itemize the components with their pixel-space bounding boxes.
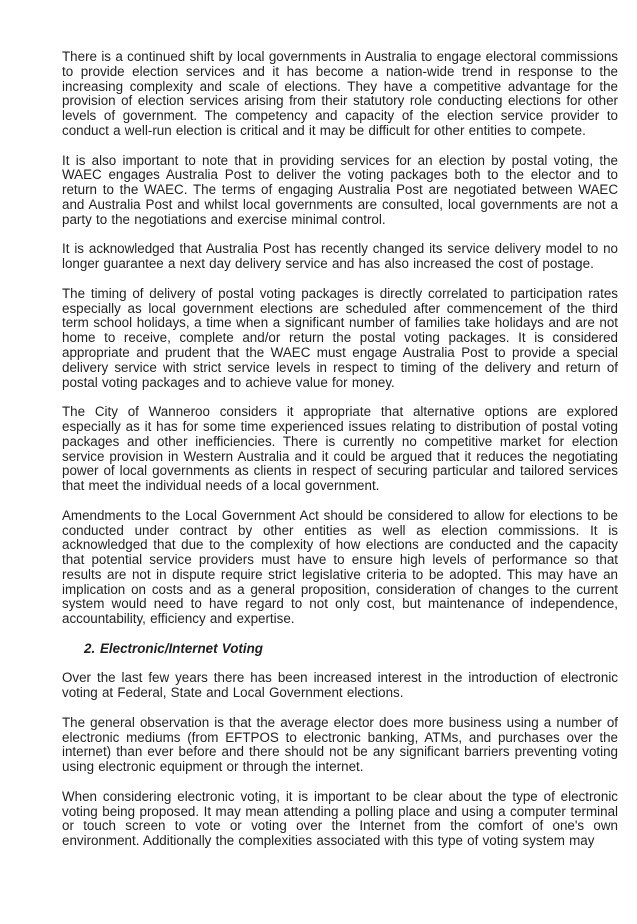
section-heading-title: Electronic/Internet Voting <box>100 640 263 656</box>
paragraph: Amendments to the Local Government Act should be considered to allow for elections to be conducted under contract by other entities as well as election commissions. It is acknowledged that due to the complexity of how elections are conducted and the capacity that potential service providers must have to ensure high levels of performance so that results are not in dispute require strict legislative criteria to be adopted. This may have an implication on costs and as a general proposition, consideration of changes to the current system would need to have regard to not only cost, but maintenance of independence, accountability, efficiency and expertise. <box>62 507 618 627</box>
paragraph: It is also important to note that in providing services for an election by postal voting, the WAEC engages Australia Post to deliver the voting packages both to the elector and to return to the WAEC. The terms of engaging Australia Post are negotiated between WAEC and Australia Post and whilst local governments are consulted, local governments are not a party to the negotiations and exercise minimal control. <box>62 152 618 227</box>
page-content <box>62 50 618 849</box>
paragraph: When considering electronic voting, it is important to be clear about the type of electronic voting being proposed. It may mean attending a polling place and using a computer terminal or touch screen to vote or voting over the Internet from the comfort of one's own environment. Additionally the complexities associated with this type of voting system may <box>62 788 618 849</box>
paragraph: There is a continued shift by local governments in Australia to engage electoral commissions to provide election services and it has become a nation-wide trend in response to the increasing complexity and scale of elections. They have a competitive advantage for the provision of election services arising from their statutory role conducting elections for other levels of government. The competency and capacity of the election service provider to conduct a well-run election is critical and it may be difficult for other entities to compete. <box>62 49 618 138</box>
paragraph: The timing of delivery of postal voting packages is directly correlated to participation rates especially as local government elections are scheduled after commencement of the third term school holidays, a time when a significant number of families take holidays and are not home to receive, complete and/or return the postal voting packages. It is considered appropriate and prudent that the WAEC must engage Australia Post to provide a special delivery service with strict service levels in respect to timing of the delivery and return of postal voting packages and to achieve value for money. <box>62 285 618 390</box>
paragraph: It is acknowledged that Australia Post has recently changed its service delivery model to no longer guarantee a next day delivery service and has also increased the cost of postage. <box>62 241 618 272</box>
paragraph: Over the last few years there has been increased interest in the introduction of electronic voting at Federal, State and Local Government elections. <box>62 670 618 701</box>
section-heading <box>62 642 618 657</box>
section-heading-number: 2. <box>84 640 96 656</box>
paragraph: The general observation is that the average elector does more business using a number of electronic mediums (from EFTPOS to electronic banking, ATMs, and purchases over the internet) than ever before and there should not be any significant barriers preventing voting using electronic equipment or through the internet. <box>62 714 618 775</box>
paragraph: The City of Wanneroo considers it appropriate that alternative options are explored especially as it has for some time experienced issues relating to distribution of postal voting packages and other inefficiencies. There is currently no competitive market for election service provision in Western Australia and it could be argued that it reduces the negotiating power of local governments as clients in respect of securing particular and tailored services that meet the individual needs of a local government. <box>62 404 618 494</box>
